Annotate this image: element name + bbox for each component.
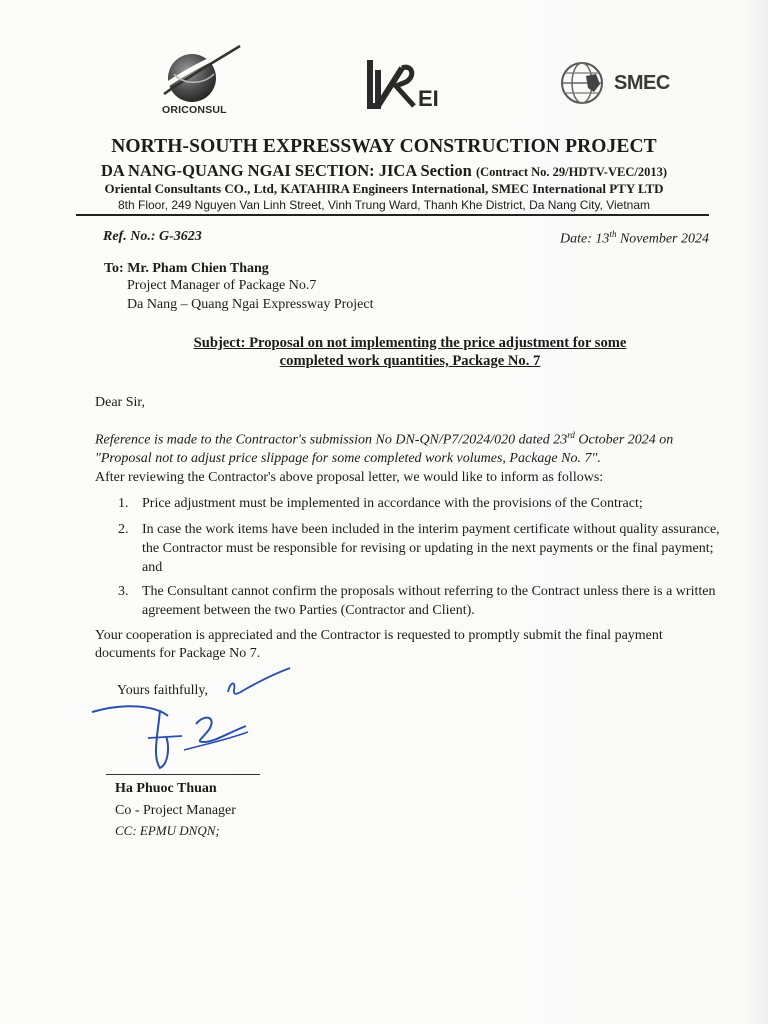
signer-name: Ha Phuoc Thuan bbox=[115, 781, 217, 796]
section-title bbox=[0, 161, 768, 181]
reference-paragraph bbox=[95, 426, 715, 468]
reference-text-b: October 2024 on "Proposal not to adjust price slippage for some completed work volumes, Package No. 7". bbox=[95, 432, 674, 466]
date-month-year: November 2024 bbox=[616, 231, 709, 247]
contract-number: (Contract No. 29/HDTV-VEC/2013) bbox=[475, 165, 668, 179]
intro-paragraph: After reviewing the Contractor's above proposal letter, we would like to inform as follows: bbox=[95, 470, 604, 485]
valediction: Yours faithfully, bbox=[117, 683, 209, 698]
reference-text-a: Reference is made to the Contractor's submission No DN-QN/P7/2024/020 dated 23 bbox=[95, 432, 568, 448]
date-prefix: Date: 13 bbox=[560, 231, 610, 247]
recipient-title: Project Manager of Package No.7 bbox=[127, 278, 317, 293]
smec-wordmark: SMEC bbox=[614, 72, 670, 94]
project-title: NORTH-SOUTH EXPRESSWAY CONSTRUCTION PROJECT bbox=[111, 136, 657, 157]
reference-number: Ref. No.: G-3623 bbox=[103, 229, 202, 244]
signature-line bbox=[106, 774, 260, 775]
smec-logo bbox=[556, 58, 676, 108]
kei-logo bbox=[366, 56, 456, 116]
subject-line-1: Subject: Proposal on not implementing the price adjustment for some bbox=[193, 335, 627, 351]
letter-date bbox=[560, 229, 709, 248]
logo-bar bbox=[0, 40, 768, 120]
oriconsul-wordmark: ORICONSUL bbox=[162, 104, 227, 116]
reference-ordinal: rd bbox=[567, 430, 575, 440]
signer-role: Co - Project Manager bbox=[115, 803, 236, 818]
recipient-project: Da Nang – Quang Ngai Expressway Project bbox=[127, 297, 374, 312]
consultants-line: Oriental Consultants CO., Ltd, KATAHIRA Engineers International, SMEC International PTY LTD bbox=[104, 181, 664, 196]
salutation: Dear Sir, bbox=[95, 395, 145, 410]
section-title-main: DA NANG-QUANG NGAI SECTION: JICA Section bbox=[100, 161, 472, 180]
list-item-number: 3. bbox=[118, 584, 129, 599]
list-item-text: Price adjustment must be implemented in accordance with the provisions of the Contract; bbox=[142, 496, 643, 511]
handwritten-signature bbox=[86, 694, 256, 774]
header-divider bbox=[76, 214, 709, 216]
cc-line: CC: EPMU DNQN; bbox=[115, 823, 220, 838]
list-item-number: 2. bbox=[118, 522, 129, 537]
svg-text:EI: EI bbox=[418, 86, 439, 111]
recipient-name: To: Mr. Pham Chien Thang bbox=[104, 261, 269, 276]
oriconsul-logo bbox=[158, 44, 244, 120]
cooperation-paragraph: Your cooperation is appreciated and the Contractor is requested to promptly submit the final payment documents for Package No 7. bbox=[95, 628, 663, 661]
list-item-number: 1. bbox=[118, 496, 129, 511]
address-line: 8th Floor, 249 Nguyen Van Linh Street, Vinh Trung Ward, Thanh Khe District, Da Nang City, Vietnam bbox=[117, 198, 651, 212]
subject-line-2: completed work quantities, Package No. 7 bbox=[279, 353, 541, 369]
date-suffix-ordinal: th bbox=[609, 229, 617, 239]
list-item-text: In case the work items have been included in the interim payment certificate without quality assurance, the Contractor must be responsible for revising or updating in the next payments or the final payment; and bbox=[142, 522, 720, 575]
list-item-text: The Consultant cannot confirm the proposals without referring to the Contract unless there is a written agreement between the two Parties (Contractor and Client). bbox=[142, 584, 716, 618]
subject-line bbox=[140, 334, 680, 370]
